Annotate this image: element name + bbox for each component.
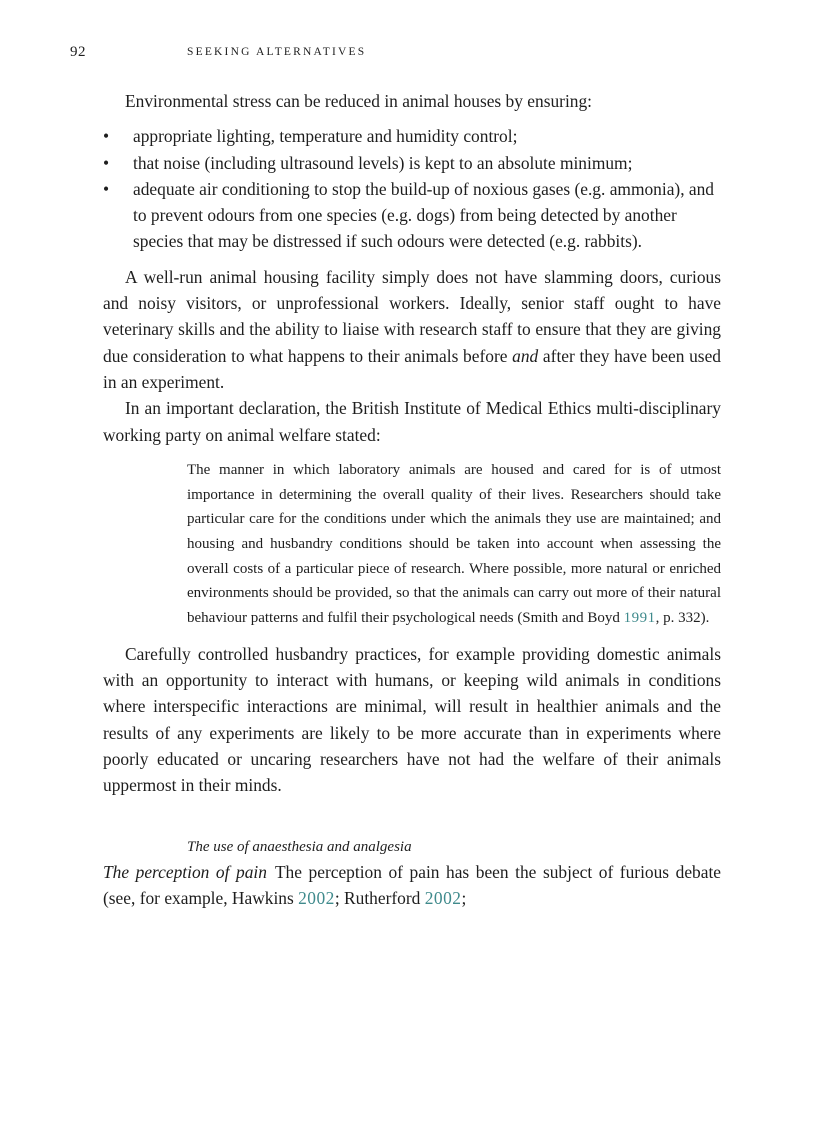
paragraph-text: ; xyxy=(461,887,467,908)
page-body xyxy=(103,88,721,911)
paragraph-text: A well-run animal housing facility simply does not have slamming doors, curious and noisy visitors, or unprofessional workers. Ideally, senior staff ought to have veterinary skills and the ability to liaise with research staff to ensure that they are giving due consideration to what happens to their animals before xyxy=(103,266,721,366)
intro-paragraph: Environmental stress can be reduced in animal houses by ensuring: xyxy=(125,91,593,111)
paragraph-declaration: In an important declaration, the British Institute of Medical Ethics multi-disciplinary working party on animal welfare stated: xyxy=(103,398,721,445)
paragraph-husbandry: Carefully controlled husbandry practices, for example providing domestic animals with an opportunity to interact with humans, or keeping wild animals in conditions where interspecific interactions are minimal, will result in healthier animals and the results of any experiments are likely to be more accurate than in experiments where poorly educated or uncaring researchers have not had the welfare of their animals uppermost in their minds. xyxy=(103,643,721,796)
running-title: SEEKING ALTERNATIVES xyxy=(187,46,367,58)
page-number: 92 xyxy=(70,44,86,60)
list-item xyxy=(103,150,721,176)
bullet-list xyxy=(103,123,721,254)
running-head xyxy=(70,44,730,66)
citation-link-rutherford[interactable]: 2002 xyxy=(424,887,462,908)
citation-link-smith-boyd[interactable]: 1991 xyxy=(623,610,656,627)
list-item xyxy=(103,123,721,149)
paragraph-housing-facility xyxy=(103,264,721,395)
bullet-icon: • xyxy=(103,126,110,147)
paragraph-text: ; Rutherford xyxy=(334,887,425,908)
quote-text-end: , p. 332). xyxy=(655,610,710,627)
citation-link-hawkins[interactable]: 2002 xyxy=(298,887,335,908)
bullet-icon: • xyxy=(103,178,110,199)
list-item xyxy=(103,176,721,255)
bullet-icon: • xyxy=(103,152,110,173)
section-heading: The use of anaesthesia and analgesia xyxy=(187,838,412,855)
paragraph-text: The perception of pain has been the subject of furious debate (see, for example, Hawkins xyxy=(103,861,722,908)
list-item-text: that noise (including ultrasound levels) is kept to an absolute minimum; xyxy=(133,152,633,173)
emphasis-text: and xyxy=(512,345,539,366)
runin-heading: The perception of pain xyxy=(103,861,267,882)
paragraph-perception-of-pain xyxy=(103,859,721,912)
quote-text: The manner in which laboratory animals are housed and cared for is of utmost importance in determining the overall quality of their lives. Researchers should take particular care for the conditions under which the animals they use are maintained; and housing and husbandry conditions should be taken into account when assessing the overall costs of a particular piece of research. Where possible, more natural or enriched environments should be provided, so that the animals can carry out more of their natural behaviour patterns and fulfil their psychological needs (Smith and Boyd xyxy=(187,461,721,627)
list-item-text: adequate air conditioning to stop the build-up of noxious gases (e.g. ammonia), and to prevent odours from one species (e.g. dogs) from being detected by another species that may be distressed if such odours were detected (e.g. rabbits). xyxy=(133,178,715,252)
list-item-text: appropriate lighting, temperature and humidity control; xyxy=(133,126,518,147)
paragraph-text: after they have been used in an experiment. xyxy=(103,345,721,392)
block-quote xyxy=(187,458,721,631)
